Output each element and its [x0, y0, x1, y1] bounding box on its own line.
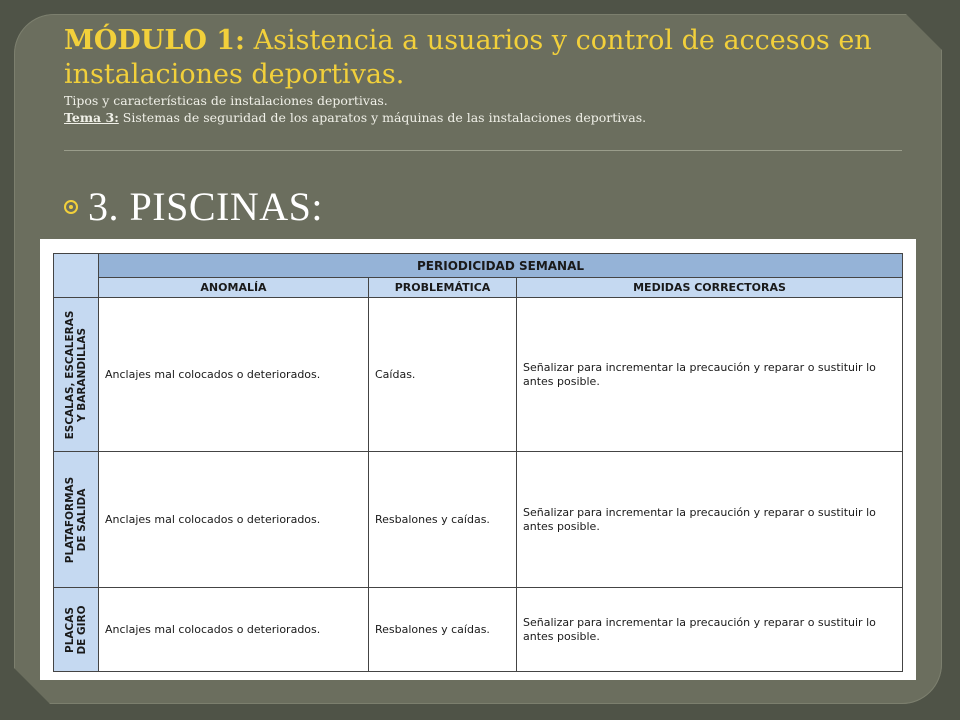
row-category-label [64, 310, 88, 439]
problem-cell: Caídas. [369, 298, 517, 452]
frequency-header: PERIODICIDAD SEMANAL [99, 254, 903, 278]
measures-cell: Señalizar para incrementar la precaución y reparar o sustituir lo antes posible. [517, 588, 903, 672]
table-row [54, 452, 903, 588]
table-image [40, 239, 916, 680]
row-category-label [64, 476, 88, 563]
category-line: PLATAFORMAS [64, 476, 76, 563]
category-line: Y BARANDILLAS [76, 327, 88, 422]
module-prefix: MÓDULO 1: [64, 25, 246, 56]
column-header-measures: MEDIDAS CORRECTORAS [517, 278, 903, 298]
row-category [54, 452, 99, 588]
table-row [54, 298, 903, 452]
slide-subtitle: Tipos y características de instalaciones deportivas. [64, 93, 388, 108]
category-line: PLACAS [64, 606, 76, 653]
table-corner-cell [54, 254, 99, 298]
corner-decoration-top-right [906, 14, 942, 50]
topic-label: Tema 3: [64, 110, 119, 125]
module-title: Asistencia a usuarios y control de accesos en instalaciones deportivas. [64, 25, 872, 90]
header-divider [64, 150, 902, 151]
category-line: ESCALAS, ESCALERAS [64, 310, 76, 439]
row-category [54, 588, 99, 672]
topic-line [64, 109, 904, 126]
problem-cell: Resbalones y caídas. [369, 452, 517, 588]
bullet-text: 3. PISCINAS: [88, 184, 323, 229]
anomaly-cell: Anclajes mal colocados o deteriorados. [99, 298, 369, 452]
category-line: DE SALIDA [76, 488, 88, 551]
measures-cell: Señalizar para incrementar la precaución y reparar o sustituir lo antes posible. [517, 298, 903, 452]
problem-cell: Resbalones y caídas. [369, 588, 517, 672]
measures-cell: Señalizar para incrementar la precaución y reparar o sustituir lo antes posible. [517, 452, 903, 588]
bullet-icon [64, 200, 78, 214]
anomaly-cell: Anclajes mal colocados o deteriorados. [99, 452, 369, 588]
table-row [54, 588, 903, 672]
slide-title [64, 24, 904, 92]
category-line: DE GIRO [76, 604, 88, 655]
topic-text: Sistemas de seguridad de los aparatos y máquinas de las instalaciones deportivas. [122, 110, 647, 125]
slide-header [64, 24, 904, 126]
row-category-label [64, 605, 88, 654]
column-header-problem: PROBLEMÁTICA [369, 278, 517, 298]
bullet-item [64, 183, 323, 230]
maintenance-table [53, 253, 903, 672]
column-header-anomaly: ANOMALÍA [99, 278, 369, 298]
anomaly-cell: Anclajes mal colocados o deteriorados. [99, 588, 369, 672]
row-category [54, 298, 99, 452]
